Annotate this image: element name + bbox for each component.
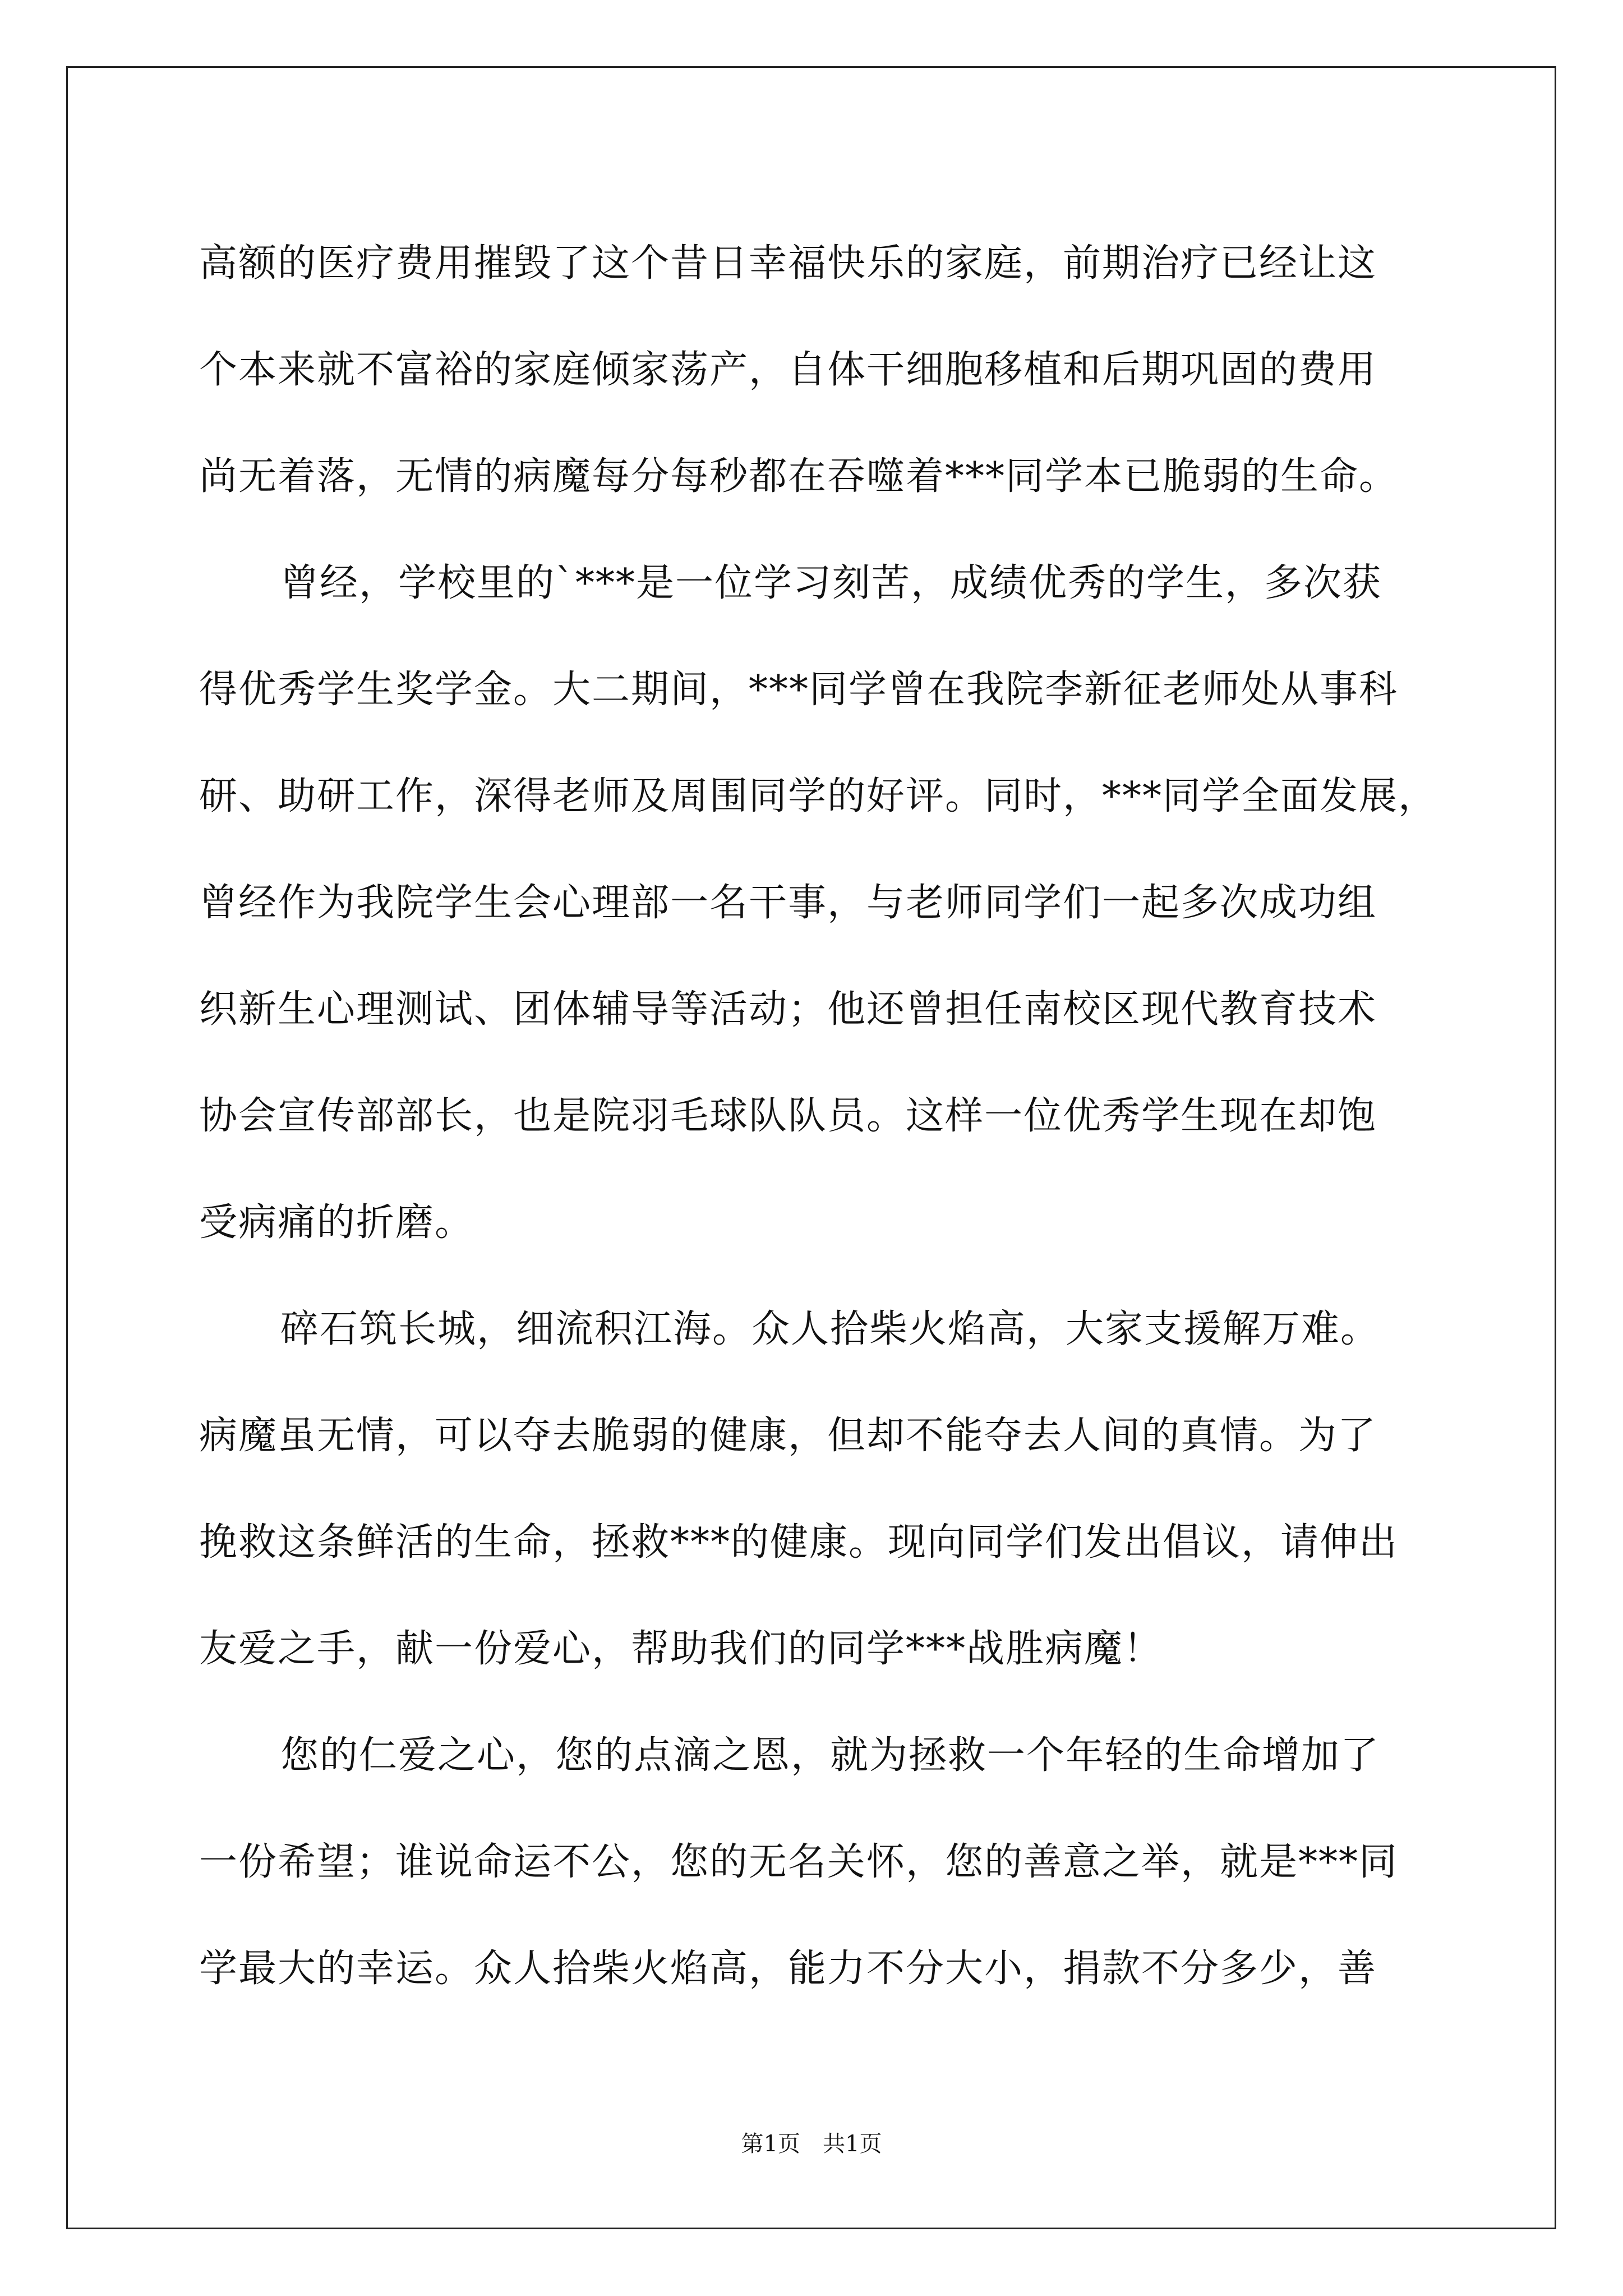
text-line: 织新生心理测试、团体辅导等活动；他还曾担任南校区现代教育技术: [199, 987, 1377, 1032]
paragraph-start-line: 碎石筑长城，细流积江海。众人拾柴火焰高，大家支援解万难。: [280, 1307, 1380, 1351]
text-line: 曾经作为我院学生会心理部一名干事，与老师同学们一起多次成功组: [199, 881, 1377, 925]
text-line: 高额的医疗费用摧毁了这个昔日幸福快乐的家庭，前期治疗已经让这: [199, 241, 1377, 286]
text-line: 个本来就不富裕的家庭倾家荡产，自体干细胞移植和后期巩固的费用: [199, 348, 1377, 392]
text-line: 尚无着落，无情的病魔每分每秒都在吞噬着***同学本已脆弱的生命。: [199, 454, 1399, 499]
text-line: 受病痛的折磨。: [199, 1200, 474, 1245]
page-number-total: 共1页: [823, 2131, 882, 2157]
text-line: 病魔虽无情，可以夺去脆弱的健康，但却不能夺去人间的真情。为了: [199, 1414, 1377, 1458]
text-line: 研、助研工作，深得老师及周围同学的好评。同时，***同学全面发展，: [199, 774, 1438, 818]
page-number-current: 第1页: [741, 2131, 800, 2157]
page-footer: [0, 2126, 1623, 2158]
paragraph-start-line: 您的仁爱之心，您的点滴之恩，就为拯救一个年轻的生命增加了: [280, 1733, 1380, 1778]
document-body: [199, 210, 1438, 2022]
text-line: 协会宣传部部长，也是院羽毛球队队员。这样一位优秀学生现在却饱: [199, 1094, 1377, 1138]
paragraph-start-line: 曾经，学校里的`***是一位学习刻苦，成绩优秀的学生，多次获: [280, 561, 1382, 605]
text-line: 友爱之手，献一份爱心，帮助我们的同学***战胜病魔！: [199, 1627, 1163, 1671]
text-line: 学最大的幸运。众人拾柴火焰高，能力不分大小，捐款不分多少，善: [199, 1947, 1377, 1991]
text-line: 得优秀学生奖学金。大二期间，***同学曾在我院李新征老师处从事科: [199, 668, 1399, 712]
text-line: 一份希望；谁说命运不公，您的无名关怀，您的善意之举，就是***同: [199, 1840, 1399, 1884]
text-line: 挽救这条鲜活的生命，拯救***的健康。现向同学们发出倡议，请伸出: [199, 1520, 1399, 1565]
